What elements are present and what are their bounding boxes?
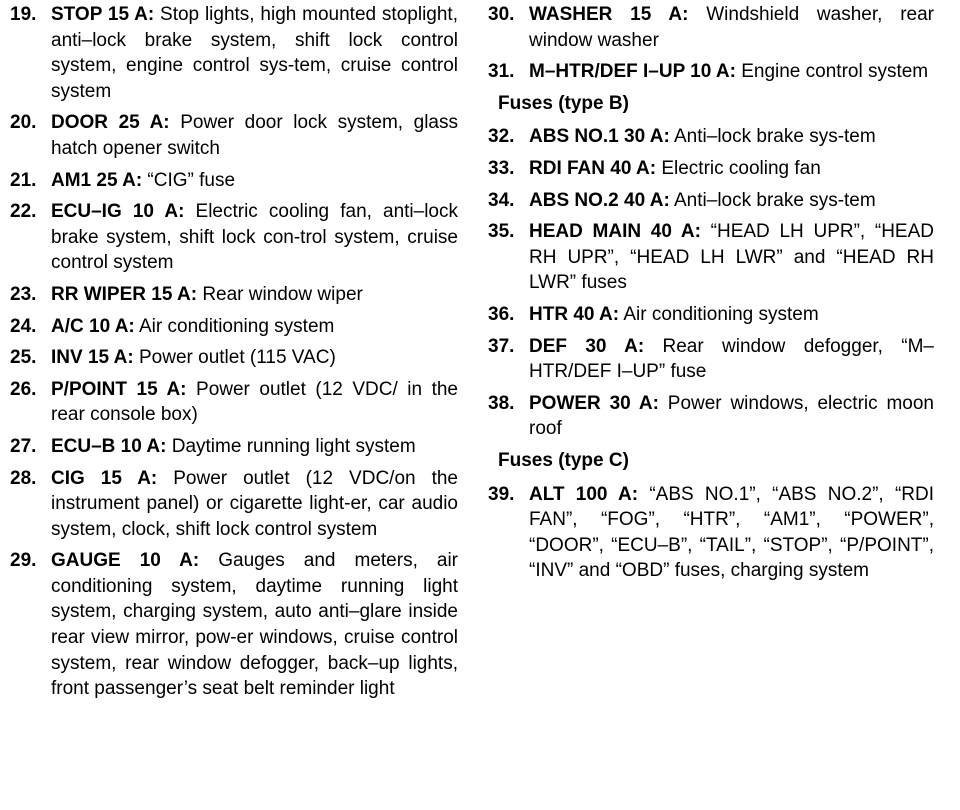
fuse-label: ECU–IG 10 A: bbox=[51, 201, 185, 223]
fuse-text bbox=[529, 2, 934, 53]
fuse-label: ALT 100 A: bbox=[529, 483, 639, 505]
fuse-text bbox=[51, 345, 458, 371]
fuse-entry bbox=[488, 156, 934, 182]
fuse-number: 36. bbox=[488, 303, 515, 325]
fuse-label: AM1 25 A: bbox=[51, 169, 143, 191]
fuse-entry bbox=[10, 466, 458, 543]
fuse-description: Rear window defogger, “M–HTR/DEF I–UP” fuse bbox=[529, 335, 934, 383]
fuse-number: 27. bbox=[10, 435, 37, 457]
fuse-number: 26. bbox=[10, 378, 37, 400]
fuse-label: GAUGE 10 A: bbox=[51, 550, 200, 572]
fuse-number: 38. bbox=[488, 392, 515, 414]
fuse-text bbox=[51, 199, 458, 276]
fuse-number: 35. bbox=[488, 221, 515, 243]
fuses-type-c-heading: Fuses (type C) bbox=[498, 449, 629, 471]
fuse-number: 25. bbox=[10, 347, 37, 369]
fuse-entry bbox=[488, 334, 934, 385]
fuse-label: HTR 40 A: bbox=[529, 303, 620, 325]
fuse-text bbox=[51, 466, 458, 543]
fuse-number: 19. bbox=[10, 4, 37, 25]
fuse-entry bbox=[488, 2, 934, 53]
fuse-description: Gauges and meters, air conditioning system, daytime running light system, charging system, auto anti–glare inside rear view mirror, pow-er windows, cruise control system, rear window defogger, back–up lights, front passenger’s seat belt reminder light bbox=[51, 550, 458, 700]
fuse-number: 22. bbox=[10, 201, 37, 223]
fuse-label: DEF 30 A: bbox=[529, 335, 645, 357]
fuse-description: Stop lights, high mounted stoplight, anti–lock brake system, shift lock control system, engine control sys-tem, cruise control system bbox=[51, 4, 458, 102]
fuse-number: 39. bbox=[488, 483, 515, 505]
fuse-label: ABS NO.2 40 A: bbox=[529, 189, 670, 211]
right-column bbox=[488, 2, 934, 590]
fuse-label: ECU–B 10 A: bbox=[51, 435, 167, 457]
fuse-entry bbox=[488, 391, 934, 442]
fuse-text bbox=[529, 302, 934, 328]
fuse-description: Electric cooling fan, anti–lock brake system, shift lock con-trol system, cruise control system bbox=[51, 201, 458, 274]
fuse-number: 21. bbox=[10, 169, 37, 191]
fuse-label: ABS NO.1 30 A: bbox=[529, 126, 670, 148]
fuse-number: 33. bbox=[488, 157, 515, 179]
fuse-description: Power outlet (12 VDC/on the instrument panel) or cigarette light-er, car audio system, clock, shift lock control system bbox=[51, 467, 458, 540]
fuse-text bbox=[529, 219, 934, 296]
fuse-text bbox=[51, 282, 458, 308]
fuse-entry bbox=[10, 548, 458, 702]
fuse-description: Power outlet (12 VDC/ in the rear console box) bbox=[51, 378, 458, 426]
fuse-label: A/C 10 A: bbox=[51, 315, 135, 337]
fuse-entry bbox=[10, 168, 458, 194]
fuse-text bbox=[51, 2, 458, 104]
fuse-number: 32. bbox=[488, 126, 515, 148]
fuse-entry bbox=[488, 302, 934, 328]
fuse-text bbox=[529, 124, 934, 150]
fuse-description: Rear window wiper bbox=[197, 283, 363, 305]
fuse-description: “ABS NO.1”, “ABS NO.2”, “RDI FAN”, “FOG”, “HTR”, “AM1”, “POWER”, “DOOR”, “ECU–B”, “TAIL”, “STOP”, “P/POINT”, “INV” and “OBD” fuses, charging system bbox=[529, 483, 934, 582]
fuse-text bbox=[51, 434, 458, 460]
fuse-label: RR WIPER 15 A: bbox=[51, 283, 198, 305]
fuse-entry bbox=[488, 219, 934, 296]
fuse-description: Anti–lock brake sys-tem bbox=[669, 189, 876, 211]
fuse-text bbox=[529, 188, 934, 214]
fuse-entry bbox=[10, 345, 458, 371]
fuse-label: STOP 15 A: bbox=[51, 4, 155, 25]
fuse-description: Air conditioning system bbox=[134, 315, 335, 337]
fuse-label: INV 15 A: bbox=[51, 347, 134, 369]
fuse-text bbox=[529, 59, 934, 85]
fuse-entry bbox=[10, 377, 458, 428]
fuse-number: 23. bbox=[10, 283, 37, 305]
fuse-text bbox=[529, 482, 934, 584]
fuse-description: “CIG” fuse bbox=[142, 169, 236, 191]
fuse-text bbox=[529, 334, 934, 385]
fuse-number: 34. bbox=[488, 189, 515, 211]
fuse-label: CIG 15 A: bbox=[51, 467, 158, 489]
fuse-number: 31. bbox=[488, 61, 515, 83]
fuse-description: “HEAD LH UPR”, “HEAD RH UPR”, “HEAD LH LWR” and “HEAD RH LWR” fuses bbox=[529, 221, 935, 294]
fuse-text bbox=[51, 377, 458, 428]
fuse-label: M–HTR/DEF I–UP 10 A: bbox=[529, 61, 736, 83]
fuse-description: Windshield washer, rear window washer bbox=[529, 4, 934, 51]
fuse-entry bbox=[10, 110, 458, 161]
fuse-number: 28. bbox=[10, 467, 37, 489]
fuse-number: 29. bbox=[10, 550, 37, 572]
fuse-entry bbox=[10, 314, 458, 340]
fuse-entry bbox=[488, 124, 934, 150]
fuse-entry bbox=[10, 199, 458, 276]
fuse-text bbox=[51, 314, 458, 340]
fuse-label: P/POINT 15 A: bbox=[51, 378, 187, 400]
fuse-description: Power outlet (115 VAC) bbox=[133, 347, 336, 369]
fuse-description: Electric cooling fan bbox=[656, 157, 821, 179]
fuse-entry bbox=[488, 59, 934, 85]
fuse-entry bbox=[10, 434, 458, 460]
fuse-number: 24. bbox=[10, 315, 37, 337]
fuse-text bbox=[51, 168, 458, 194]
fuse-text bbox=[51, 110, 458, 161]
left-column bbox=[10, 2, 458, 708]
fuse-number: 20. bbox=[10, 112, 37, 134]
fuse-label: HEAD MAIN 40 A: bbox=[529, 221, 701, 243]
fuse-description: Air conditioning system bbox=[619, 303, 819, 325]
fuses-type-b-heading: Fuses (type B) bbox=[498, 92, 629, 114]
fuse-description: Daytime running light system bbox=[166, 435, 416, 457]
fuse-entry bbox=[488, 482, 934, 584]
fuse-description: Power windows, electric moon roof bbox=[529, 392, 934, 440]
fuse-description: Anti–lock brake sys-tem bbox=[669, 126, 876, 148]
fuse-label: WASHER 15 A: bbox=[529, 4, 689, 25]
fuse-entry bbox=[10, 282, 458, 308]
fuse-text bbox=[51, 548, 458, 702]
fuse-number: 30. bbox=[488, 4, 515, 25]
fuse-label: RDI FAN 40 A: bbox=[529, 157, 657, 179]
fuse-entry bbox=[10, 2, 458, 104]
fuse-number: 37. bbox=[488, 335, 515, 357]
fuse-text bbox=[529, 391, 934, 442]
fuse-text bbox=[529, 156, 934, 182]
fuse-label: POWER 30 A: bbox=[529, 392, 659, 414]
fuse-label: DOOR 25 A: bbox=[51, 112, 170, 134]
fuse-entry bbox=[488, 188, 934, 214]
fuse-description: Power door lock system, glass hatch opener switch bbox=[51, 112, 458, 159]
fuse-description: Engine control system bbox=[735, 61, 929, 83]
